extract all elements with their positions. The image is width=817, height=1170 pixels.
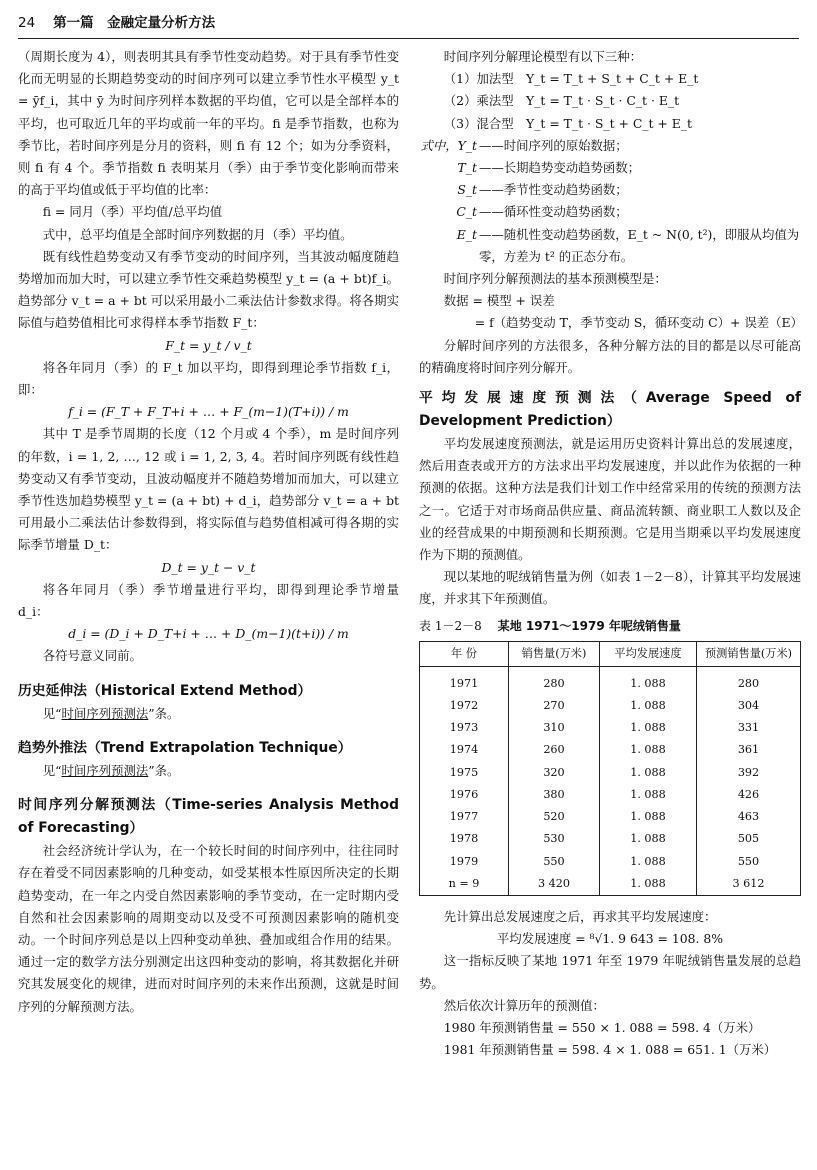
paragraph: 将各年同月（季）季节增量进行平均，即得到理论季节增量 d_i： bbox=[18, 581, 399, 620]
entry-heading: 时间序列分解预测法（Time-series Analysis Method of Forecasting） bbox=[18, 797, 399, 837]
symbol: T_t bbox=[457, 160, 477, 176]
formula: f_i = (F_T + F_T+i + … + F_(m−1)(T+i)) / m bbox=[68, 404, 349, 420]
paragraph: （周期长度为 4），则表明其具有季节性变动趋势。对于具有季节性变化而无明显的长期趋势变动的时间序列可以建立季节性水平模型 y_t = ȳf_i，其中 ȳ 为时间序列样本数据的平均值，它可以是全部样本的平均，也可取近几年的平均或前一年的平均。fi 是季节指数，也称为季节比，若时间序列是分月的资料，则 fi 有 12 个；如为分季资料，则 fi 有 4 个。季节指数 fi 表明某月（季）由于季节变化影响而带来的高于平均值或低于平均值的比率： bbox=[18, 49, 399, 198]
symbol-meaning: ——季节性变动趋势函数； bbox=[479, 182, 628, 198]
paragraph: 现以某地的呢绒销售量为例（如表 1－2－8），计算其平均发展速度，并求其下年预测值。 bbox=[419, 569, 801, 607]
table-cell: 1977 bbox=[420, 806, 509, 828]
entry-heading: 趋势外推法（Trend Extrapolation Technique） bbox=[18, 739, 352, 756]
table-caption bbox=[419, 615, 801, 637]
table-row bbox=[420, 784, 801, 806]
formula: d_i = (D_i + D_T+i + … + D_(m−1)(t+i)) / m bbox=[68, 626, 349, 642]
symbol: C_t bbox=[456, 204, 477, 220]
table-cell: 1. 088 bbox=[600, 666, 697, 695]
left-column bbox=[18, 46, 399, 1018]
column-header: 平均发展速度 bbox=[600, 641, 697, 666]
formula: F_t = y_t / v_t bbox=[165, 337, 252, 353]
table-cell: 1. 088 bbox=[600, 762, 697, 784]
paragraph: 其中 T 是季节周期的长度（12 个月或 4 个季），m 是时间序列的年数，i = 1, 2, …, 12 或 i = 1, 2, 3, 4。若时间序列既有线性趋势变动又有季节变动，且波动幅度并不随趋势增加而加大，可以建立季节性迭加趋势模型 y_t = (a + bt) + d_i，趋势部分 v_t = a + bt 可用最小二乘法估计参数得到，将实际值与趋势值相减可得各期的实际季节增量 D_t： bbox=[18, 426, 399, 553]
entry-heading: 平均发展速度预测法（Average Speed of Development Prediction） bbox=[419, 390, 801, 430]
paragraph: 先计算出总发展速度之后，再求其平均发展速度： bbox=[443, 908, 717, 924]
table-cell: 310 bbox=[509, 717, 600, 739]
formula: = f（趋势变动 T，季节变动 S，循环变动 C）+ 误差（E） bbox=[474, 315, 803, 331]
table-cell: 530 bbox=[509, 828, 600, 850]
right-column bbox=[419, 46, 801, 1061]
table-cell: 1. 088 bbox=[600, 828, 697, 850]
formula: fi = 同月（季）平均值/总平均值 bbox=[42, 204, 223, 220]
cross-reference: 见“时间序列预测法”条。 bbox=[42, 762, 180, 778]
formula: 平均发展速度 = ⁸√1. 9 643 = 108. 8% bbox=[496, 931, 724, 947]
symbol: S_t bbox=[457, 182, 477, 198]
column-header: 年 份 bbox=[420, 641, 509, 666]
table-row bbox=[420, 739, 801, 761]
column-header: 销售量(万米) bbox=[509, 641, 600, 666]
table-row bbox=[420, 717, 801, 739]
table-cell: 1976 bbox=[420, 784, 509, 806]
table-cell: n = 9 bbox=[420, 873, 509, 896]
entry-heading: 历史延伸法（Historical Extend Method） bbox=[18, 682, 312, 699]
paragraph: 将各年同月（季）的 F_t 加以平均，即得到理论季节指数 f_i，即： bbox=[18, 359, 399, 398]
cross-reference: 见“时间序列预测法”条。 bbox=[42, 705, 180, 721]
table-number: 表 1－2－8 bbox=[419, 618, 482, 633]
paragraph: 式中，总平均值是全部时间序列数据的月（季）平均值。 bbox=[42, 226, 353, 242]
table-header-row bbox=[420, 641, 801, 666]
table-cell: 1. 088 bbox=[600, 851, 697, 873]
table-cell: 1973 bbox=[420, 717, 509, 739]
table-cell: 550 bbox=[509, 851, 600, 873]
paragraph: 平均发展速度预测法，就是运用历史资料计算出总的发展速度，然后用查表或开方的方法求出平均发展速度，并以此作为依据的一种预测的依据。这种方法是我们计划工作中经常采用的传统的预测方法之一。它适于对市场商品供应量、商品流转额、商业职工人数以及企业的经营成果的中期预测和长期预测。它是用当期乘以平均发展速度作为下期的预测值。 bbox=[419, 436, 801, 563]
table-row bbox=[420, 695, 801, 717]
table-cell: 320 bbox=[509, 762, 600, 784]
table-cell: 280 bbox=[697, 666, 801, 695]
table-cell: 1. 088 bbox=[600, 784, 697, 806]
paragraph: 分解时间序列的方法很多，各种分解方法的目的都是以尽可能高的精确度将时间序列分解开。 bbox=[419, 337, 801, 375]
table-body bbox=[420, 666, 801, 895]
table-cell: 505 bbox=[697, 828, 801, 850]
symbol-meaning: ——长期趋势变动趋势函数； bbox=[479, 160, 641, 176]
table-cell: 280 bbox=[509, 666, 600, 695]
cross-reference-link[interactable]: 时间序列预测法 bbox=[61, 705, 149, 721]
cross-reference-link[interactable]: 时间序列预测法 bbox=[61, 762, 149, 778]
table-cell: 1. 088 bbox=[600, 717, 697, 739]
table-cell: 463 bbox=[697, 806, 801, 828]
table-cell: 331 bbox=[697, 717, 801, 739]
table-row bbox=[420, 806, 801, 828]
formula: D_t = y_t − v_t bbox=[161, 559, 256, 575]
symbol-meaning: ——时间序列的原始数据； bbox=[479, 137, 628, 153]
table-cell: 380 bbox=[509, 784, 600, 806]
table-row bbox=[420, 851, 801, 873]
symbol: E_t bbox=[456, 226, 477, 242]
calculation: 1980 年预测销售量 = 550 × 1. 088 = 598. 4（万米） bbox=[443, 1019, 761, 1035]
paragraph: 社会经济统计学认为，在一个较长时间的时间序列中，往往同时存在着受不同因素影响的几种变动，如受某根本性原因所决定的长期趋势变动，在一年之内受自然因素影响的季节变动，在一定时期内受自然和社会因素影响的周期变动以及受不可预测因素影响的随机变动。一个时间序列总是以上四种变动单独、叠加或组合作用的结果。通过一定的数学方法分别测定出这四种变动的影响，将其数据化并研究其发展变化的规律，进而对时间序列的未来作出预测，这就是时间序列的分解预测方法。 bbox=[18, 843, 399, 1014]
table-cell: 550 bbox=[697, 851, 801, 873]
table-cell: 1. 088 bbox=[600, 695, 697, 717]
paragraph: 然后依次计算历年的预测值： bbox=[443, 997, 605, 1013]
table-cell: 260 bbox=[509, 739, 600, 761]
sales-table bbox=[419, 641, 801, 896]
symbol: 式中，Y_t bbox=[420, 137, 477, 153]
paragraph: 各符号意义同前。 bbox=[42, 648, 142, 664]
table-cell: 392 bbox=[697, 762, 801, 784]
running-title: 第一篇 金融定量分析方法 bbox=[53, 15, 216, 31]
table-cell: 304 bbox=[697, 695, 801, 717]
page-number: 24 bbox=[18, 15, 36, 31]
table-cell: 1979 bbox=[420, 851, 509, 873]
table-cell: 1. 088 bbox=[600, 806, 697, 828]
table-cell: 361 bbox=[697, 739, 801, 761]
table-cell: 270 bbox=[509, 695, 600, 717]
symbol-meaning: ——循环性变动趋势函数； bbox=[479, 204, 628, 220]
symbol-definitions bbox=[419, 135, 801, 268]
table-cell: 1971 bbox=[420, 666, 509, 695]
table-cell: 1972 bbox=[420, 695, 509, 717]
model-formula: （3）混合型 Y_t = T_t · S_t + C_t + E_t bbox=[443, 115, 692, 131]
paragraph: 时间序列分解预测法的基本预测模型是： bbox=[443, 271, 667, 287]
table-cell: 3 420 bbox=[509, 873, 600, 896]
column-header: 预测销售量(万米) bbox=[697, 641, 801, 666]
calculation: 1981 年预测销售量 = 598. 4 × 1. 088 = 651. 1（万米） bbox=[443, 1042, 777, 1058]
page-header bbox=[18, 8, 799, 39]
symbol-meaning: ——随机性变动趋势函数，E_t ~ N(0, t²)，即服从均值为零，方差为 t² 的正态分布。 bbox=[479, 226, 800, 264]
paragraph: 这一指标反映了某地 1971 年至 1979 年呢绒销售量发展的总趋势。 bbox=[419, 953, 801, 991]
formula: 数据 = 模型 + 误差 bbox=[443, 293, 555, 309]
model-formula: （2）乘法型 Y_t = T_t · S_t · C_t · E_t bbox=[443, 93, 680, 109]
table-row bbox=[420, 873, 801, 896]
paragraph: 既有线性趋势变动又有季节变动的时间序列，当其波动幅度随趋势增加而加大时，可以建立季节性交乘趋势模型 y_t = (a + bt)f_i。趋势部分 v_t = a + bt 可以采用最小二乘法估计参数求得。将各期实际值与趋势值相比可求得样本季节指数 F_t： bbox=[18, 248, 399, 331]
table-row bbox=[420, 828, 801, 850]
table-cell: 1. 088 bbox=[600, 739, 697, 761]
table-cell: 3 612 bbox=[697, 873, 801, 896]
paragraph: 时间序列分解理论模型有以下三种： bbox=[443, 49, 643, 64]
table-cell: 1974 bbox=[420, 739, 509, 761]
table-cell: 1. 088 bbox=[600, 873, 697, 896]
table-row bbox=[420, 666, 801, 695]
table-cell: 1978 bbox=[420, 828, 509, 850]
table-cell: 520 bbox=[509, 806, 600, 828]
model-formula: （1）加法型 Y_t = T_t + S_t + C_t + E_t bbox=[443, 71, 699, 87]
table-cell: 426 bbox=[697, 784, 801, 806]
table-cell: 1975 bbox=[420, 762, 509, 784]
table-row bbox=[420, 762, 801, 784]
table-title: 某地 1971～1979 年呢绒销售量 bbox=[497, 618, 681, 633]
